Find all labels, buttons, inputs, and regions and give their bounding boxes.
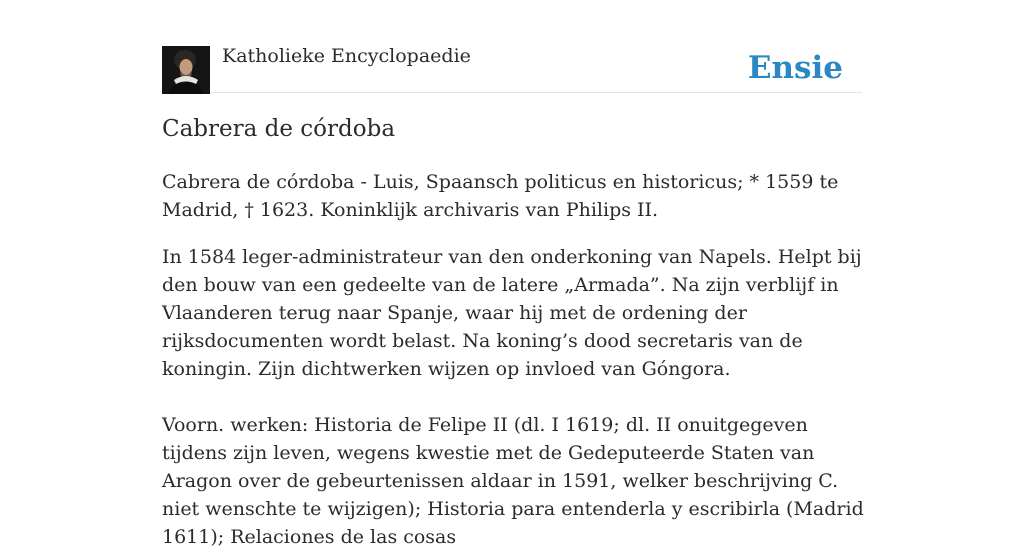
site-header — [162, 0, 862, 93]
article-title: Cabrera de córdoba — [162, 116, 396, 142]
article-paragraph-2: Voorn. werken: Historia de Felipe II (dl. I 1619; dl. II onuitgegeven tijdens zijn leven, wegens kwestie met de Gedeputeerde Staten van Aragon over de gebeurtenissen aldaar in 1591, welker beschrijving C. niet wenschte te wijzigen); Historia para entenderla y escribirla (Madrid 1611); Relaciones de las cosas — [162, 414, 864, 548]
article-lead: Cabrera de córdoba - Luis, Spaansch politicus en historicus; * 1559 te Madrid, † 1623. Koninklijk archivaris van Philips II. — [162, 171, 839, 221]
article-paragraph-1: In 1584 leger-administrateur van den onderkoning van Napels. Helpt bij den bouw van een gedeelte van de latere „Armada”. Na zijn verblijf in Vlaanderen terug naar Spanje, waar hij met de ordening der rijksdocumenten wordt belast. Na koning’s dood secretaris van de koningin. Zijn dichtwerken wijzen op invloed van Góngora. — [162, 246, 862, 380]
paragraph-spacer — [162, 383, 864, 411]
brand-logo[interactable]: Ensie — [747, 50, 843, 86]
page-container — [162, 0, 864, 548]
portrait-avatar-icon[interactable] — [162, 46, 210, 94]
article-body — [162, 168, 864, 551]
portrait-image — [162, 46, 210, 94]
site-name[interactable]: Katholieke Encyclopaedie — [222, 45, 471, 67]
